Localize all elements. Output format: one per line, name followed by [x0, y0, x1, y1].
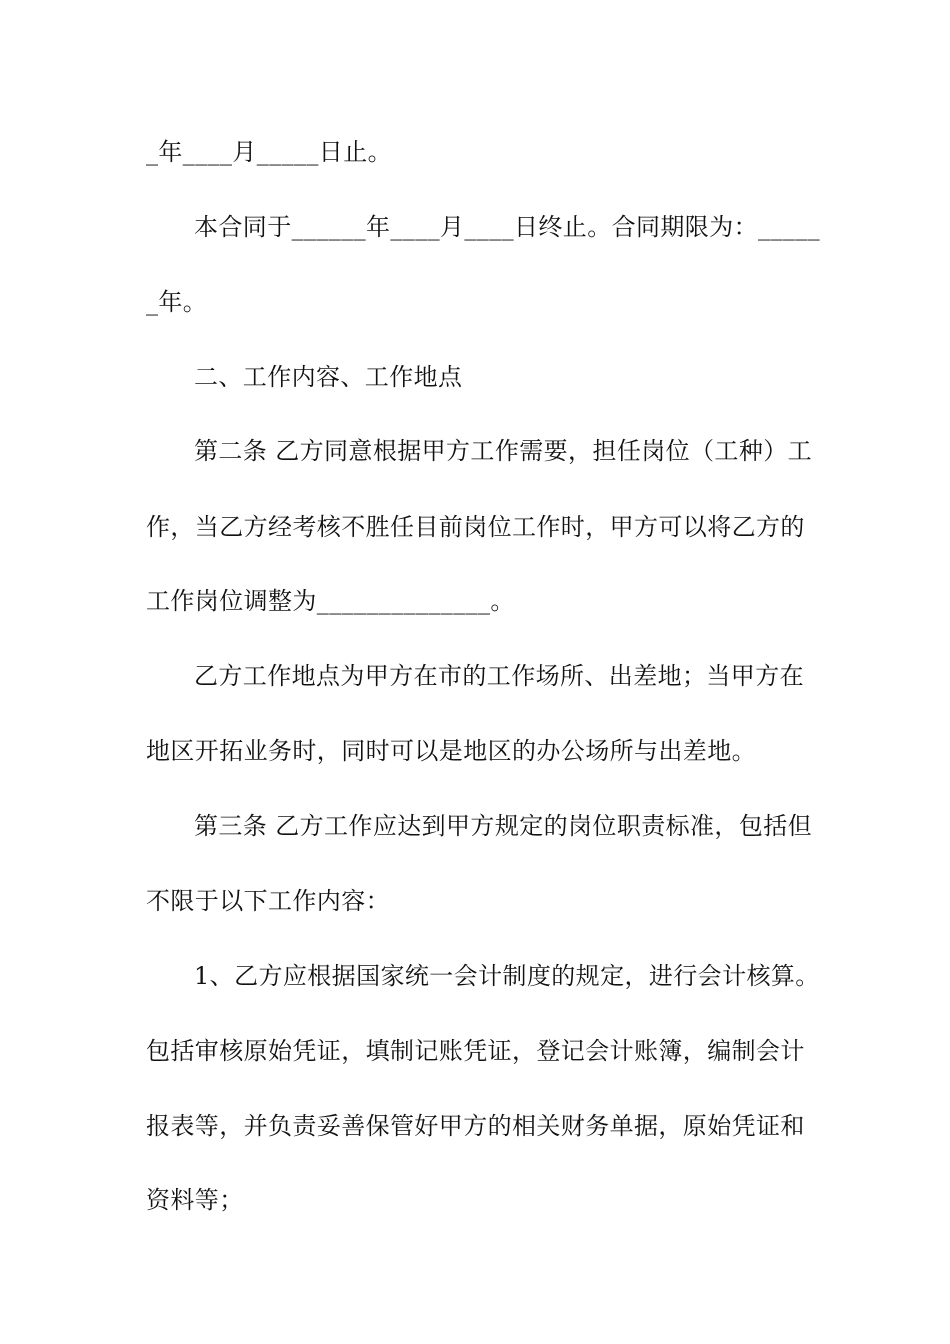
- section-heading-work-content: 二、工作内容、工作地点: [194, 363, 463, 391]
- contract-term-line: _年。: [146, 288, 208, 316]
- duty-item-1-line-1: 1、乙方应根据国家统一会计制度的规定，进行会计核算。: [194, 962, 820, 990]
- duty-item-1-line-4: 资料等；: [146, 1186, 244, 1214]
- article-three-line-1: 第三条 乙方工作应达到甲方规定的岗位职责标准，包括但: [194, 812, 813, 840]
- duty-item-1-line-2: 包括审核原始凭证，填制记账凭证，登记会计账簿，编制会计: [146, 1037, 805, 1065]
- contract-start-date-line: _年____月_____日止。: [146, 138, 392, 166]
- work-location-line-2: 地区开拓业务时，同时可以是地区的办公场所与出差地。: [146, 737, 756, 765]
- contract-end-date-line: 本合同于______年____月____日终止。合同期限为：_____: [194, 213, 820, 241]
- duty-item-1-line-3: 报表等，并负责妥善保管好甲方的相关财务单据，原始凭证和: [146, 1112, 805, 1140]
- article-three-line-2: 不限于以下工作内容：: [146, 887, 390, 915]
- article-two-line-2: 作，当乙方经考核不胜任目前岗位工作时，甲方可以将乙方的: [146, 513, 805, 541]
- work-location-line-1: 乙方工作地点为甲方在市的工作场所、出差地；当甲方在: [194, 662, 804, 690]
- article-two-line-1: 第二条 乙方同意根据甲方工作需要，担任岗位（工种）工: [194, 437, 813, 465]
- article-two-line-3: 工作岗位调整为______________。: [146, 587, 515, 615]
